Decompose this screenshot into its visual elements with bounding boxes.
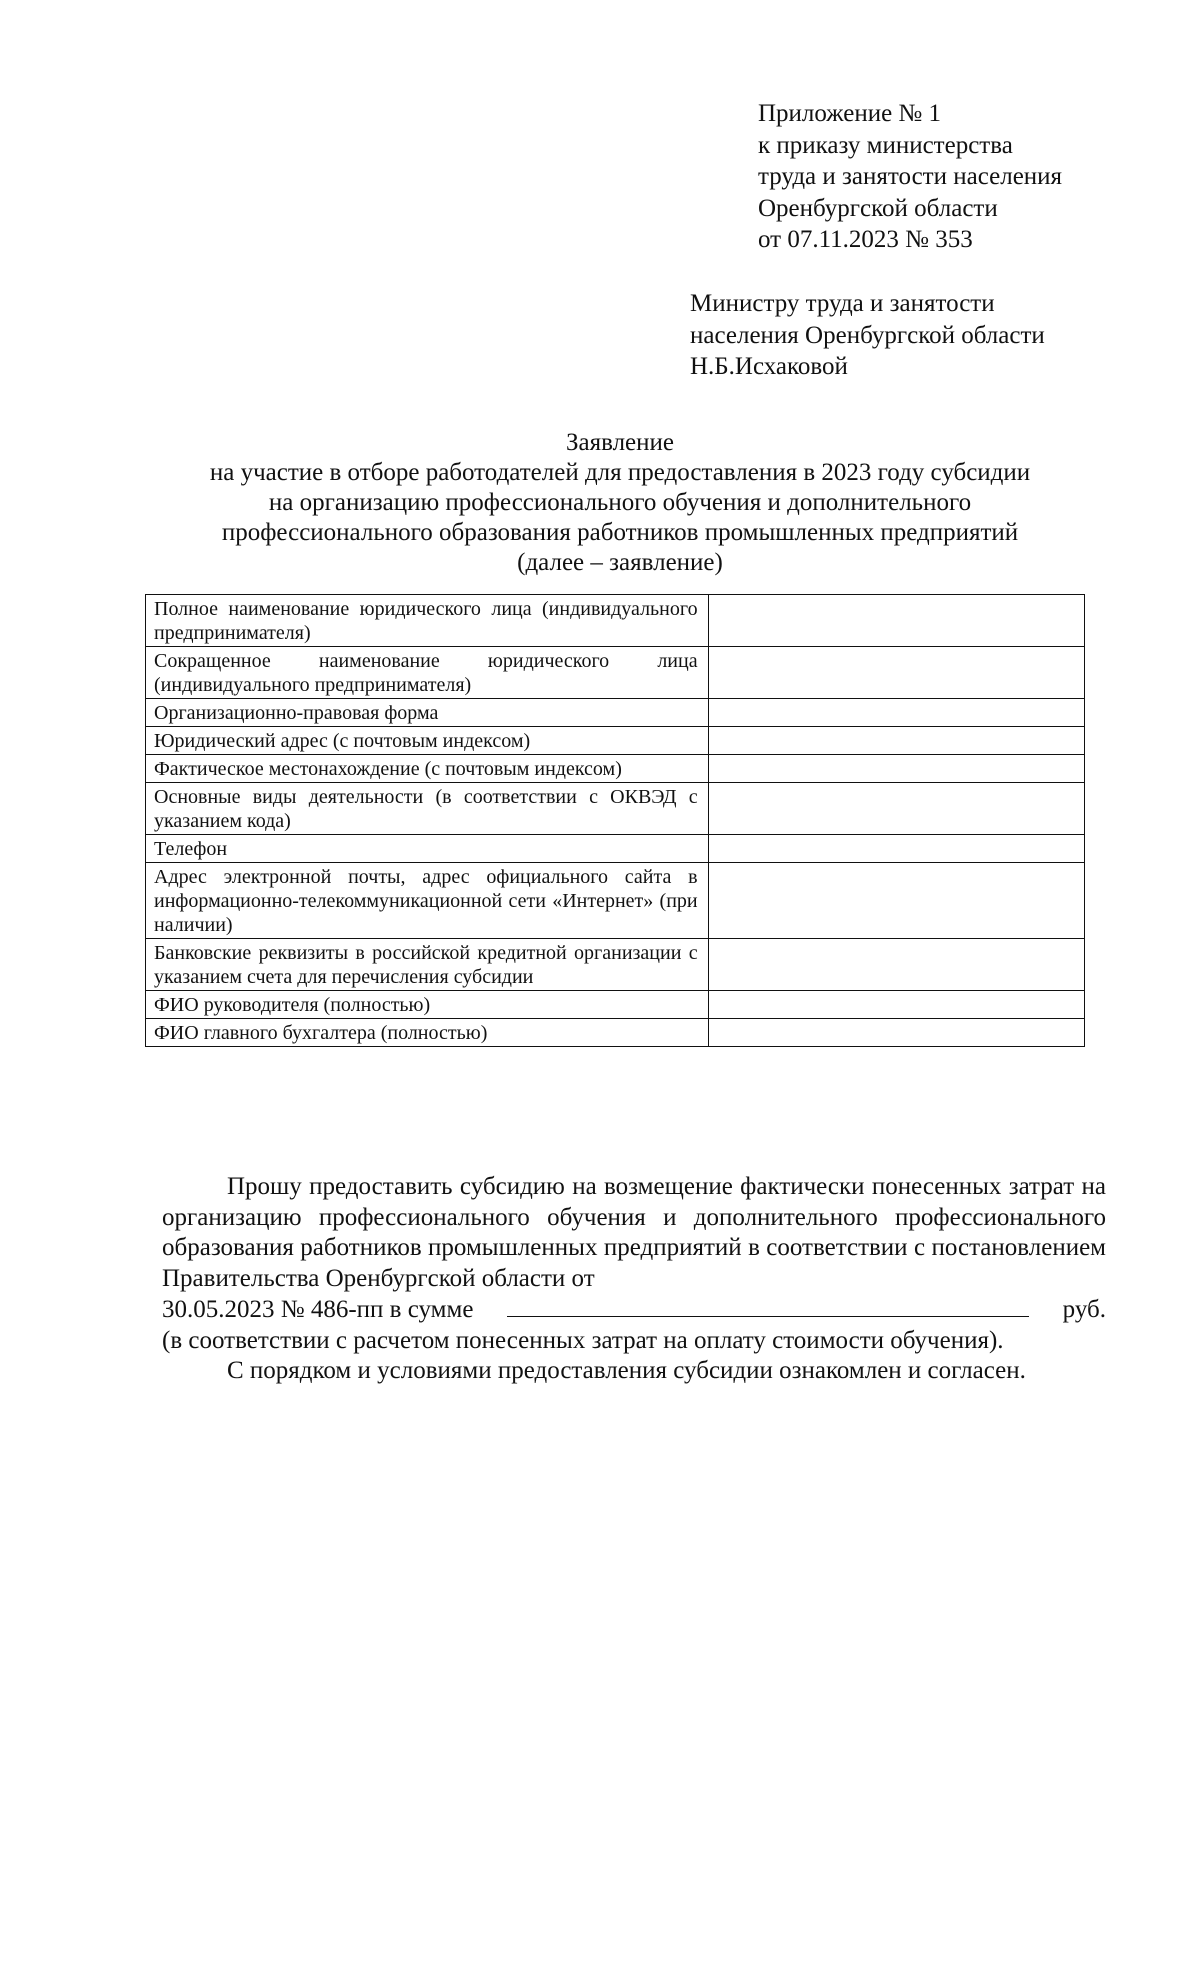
title-heading: Заявление (565, 429, 675, 456)
request-body (162, 1172, 1106, 1387)
amount-line (162, 1294, 1106, 1326)
amount-blank-field[interactable] (507, 1294, 1029, 1317)
row-value-director[interactable] (708, 991, 1084, 1019)
addressee-block (690, 288, 1045, 383)
row-value-full-name[interactable] (708, 595, 1084, 647)
table-row (146, 647, 1085, 699)
amount-suffix: руб. (1062, 1296, 1106, 1323)
table-row (146, 835, 1085, 863)
title-line: профессионального образования работников промышленных предприятий (221, 519, 1019, 546)
row-label-activities: Основные виды деятельности (в соответствии с ОКВЭД с указанием кода) (146, 783, 709, 835)
row-label-phone: Телефон (146, 835, 709, 863)
row-label-short-name: Сокращенное наименование юридического лица (индивидуального предпринимателя) (146, 647, 709, 699)
row-value-chief-accountant[interactable] (708, 1019, 1084, 1047)
table-row (146, 991, 1085, 1019)
agreement-text: С порядком и условиями предоставления субсидии ознакомлен и согласен. (227, 1357, 1026, 1384)
amount-note-text: (в соответствии с расчетом понесенных затрат на оплату стоимости обучения). (162, 1326, 1004, 1354)
title-line: на организацию профессионального обучения и дополнительного (268, 489, 972, 516)
document-title (150, 428, 1090, 578)
request-text: Прошу предоставить субсидию на возмещение фактически понесенных затрат на организацию профессионального обучения и дополнительного профессионального образования работников промышленных предприятий в соответствии с постановлением Правительства Оренбургской области от (162, 1173, 1106, 1292)
row-label-bank-details: Банковские реквизиты в российской кредитной организации с указанием счета для перечисления субсидии (146, 939, 709, 991)
title-line: (далее – заявление) (517, 549, 723, 576)
row-value-activities[interactable] (708, 783, 1084, 835)
row-value-phone[interactable] (708, 835, 1084, 863)
title-line: на участие в отборе работодателей для предоставления в 2023 году субсидии (209, 459, 1031, 486)
addressee-line: Н.Б.Исхаковой (690, 353, 848, 380)
appendix-line: Оренбургской области (758, 194, 998, 222)
row-label-actual-location: Фактическое местонахождение (с почтовым индексом) (146, 755, 709, 783)
table-row (146, 595, 1085, 647)
row-value-bank-details[interactable] (708, 939, 1084, 991)
amount-note (162, 1326, 1106, 1357)
application-form-table (145, 594, 1085, 1047)
request-paragraph (162, 1172, 1106, 1294)
amount-prefix: 30.05.2023 № 486-пп в сумме (162, 1296, 474, 1323)
appendix-line: труда и занятости населения (758, 163, 1063, 190)
row-label-email-website: Адрес электронной почты, адрес официального сайта в информационно-телекоммуникационной сети «Интернет» (при наличии) (146, 863, 709, 939)
addressee-line: населения Оренбургской области (690, 321, 1045, 349)
appendix-block (758, 98, 1062, 256)
table-row (146, 939, 1085, 991)
addressee-line: Министру труда и занятости (690, 290, 995, 317)
row-value-legal-form[interactable] (708, 699, 1084, 727)
appendix-line: Приложение № 1 (758, 100, 942, 127)
table-row (146, 755, 1085, 783)
appendix-line: от 07.11.2023 № 353 (758, 226, 973, 253)
table-row (146, 783, 1085, 835)
table-row (146, 863, 1085, 939)
row-label-full-name: Полное наименование юридического лица (индивидуального предпринимателя) (146, 595, 709, 647)
row-value-email-website[interactable] (708, 863, 1084, 939)
row-value-actual-location[interactable] (708, 755, 1084, 783)
row-label-chief-accountant: ФИО главного бухгалтера (полностью) (146, 1019, 709, 1047)
table-row (146, 1019, 1085, 1047)
appendix-line: к приказу министерства (758, 131, 1013, 159)
row-value-legal-address[interactable] (708, 727, 1084, 755)
row-label-legal-address: Юридический адрес (с почтовым индексом) (146, 727, 709, 755)
row-value-short-name[interactable] (708, 647, 1084, 699)
row-label-legal-form: Организационно-правовая форма (146, 699, 709, 727)
agreement-paragraph (162, 1356, 1106, 1387)
table-row (146, 727, 1085, 755)
table-row (146, 699, 1085, 727)
row-label-director: ФИО руководителя (полностью) (146, 991, 709, 1019)
